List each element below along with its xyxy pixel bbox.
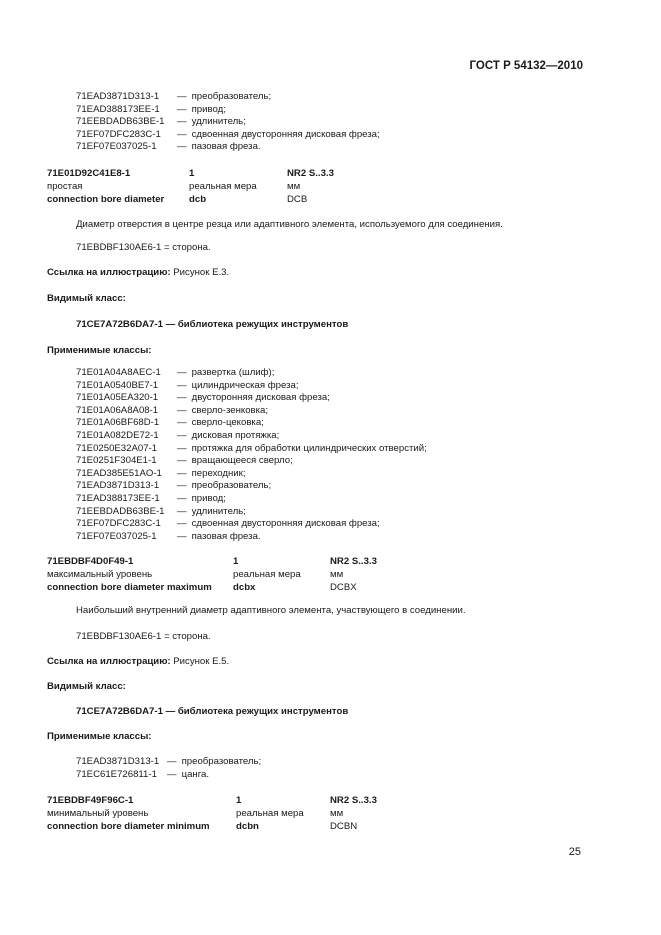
attribute-code: 71EBDBF49F96C-1 xyxy=(47,795,134,806)
attribute-description: Диаметр отверстия в центре резца или адаптивного элемента, используемого для соединения. xyxy=(76,219,503,230)
list-item: 71E01A06BF68D-1 — сверло-цековка; xyxy=(76,417,264,429)
page-number: 25 xyxy=(568,846,581,858)
list-item: 71E0250E32A07-1 — протяжка для обработки цилиндрических отверстий; xyxy=(76,442,427,454)
class-list-1 xyxy=(76,91,380,154)
attribute-measure: реальная мера xyxy=(236,808,304,819)
list-item: 71E01A04A8AEC-1 — развертка (шлиф); xyxy=(76,367,275,378)
illustration-ref: Ссылка на иллюстрацию: Рисунок Е.3. xyxy=(47,267,230,278)
attribute-short: dcb xyxy=(189,194,207,205)
attribute-measure: реальная мера xyxy=(233,569,301,580)
list-item-desc: преобразователь; xyxy=(191,91,272,102)
class-list-3 xyxy=(76,756,261,781)
list-item: 71E0251F304E1-1 — вращающееся сверло; xyxy=(76,455,293,467)
attribute-nr: NR2 S..3.3 xyxy=(330,556,377,567)
applicable-classes-label: Применимые классы: xyxy=(47,731,152,742)
list-item-code: 71EF07DFC283C-1 xyxy=(76,128,161,140)
list-item: 71EF07DFC283C-1 — сдвоенная двусторонняя дисковая фреза; xyxy=(76,518,380,530)
attribute-unit: мм xyxy=(287,181,301,192)
list-item-code: 71EAD388173EE-1 xyxy=(76,103,160,115)
attribute-unit: мм xyxy=(330,569,344,580)
attribute-nr: NR2 S..3.3 xyxy=(330,795,377,806)
attribute-relation: 71EBDBF130AE6-1 = сторона. xyxy=(76,631,211,642)
list-item: 71EF07DFC283C-1 — сдвоенная двусторонняя дисковая фреза; xyxy=(76,128,380,140)
attribute-short: dcbn xyxy=(236,821,259,832)
list-item: 71E01A082DE72-1 — дисковая протяжка; xyxy=(76,429,280,441)
attribute-ru-name: минимальный уровень xyxy=(47,808,149,819)
list-item: 71EF07E037025-1 — пазовая фреза. xyxy=(76,530,261,542)
attribute-en-name: connection bore diameter minimum xyxy=(47,821,210,832)
attribute-en-name: connection bore diameter xyxy=(47,194,165,205)
attribute-version: 1 xyxy=(233,556,239,567)
attribute-version: 1 xyxy=(189,168,195,179)
list-item: 71EAD3871D313-1 — преобразователь; xyxy=(76,756,262,767)
attribute-description: Наибольший внутренний диаметр адаптивного элемента, участвующего в соединении. xyxy=(76,605,466,616)
list-item: 71EEBDADB63BE-1 — удлинитель; xyxy=(76,505,246,517)
list-item-desc: сдвоенная двусторонняя дисковая фреза; xyxy=(191,128,380,140)
list-item: 71E01A05EA320-1 — двусторонняя дисковая фреза; xyxy=(76,392,330,404)
list-item: 71E01A0540BE7-1 — цилиндрическая фреза; xyxy=(76,379,299,391)
list-item: 71EAD385E51AO-1 — переходник; xyxy=(76,467,246,479)
attribute-code: 71E01D92C41E8-1 xyxy=(47,168,131,179)
list-item: 71EAD388173EE-1 — привод; xyxy=(76,103,226,115)
visible-class-label: Видимый класс: xyxy=(47,681,126,692)
visible-class-value: 71CE7A72B6DA7-1 — библиотека режущих инструментов xyxy=(76,319,349,330)
list-item-desc: привод; xyxy=(191,103,226,115)
list-item: 71EF07E037025-1 — пазовая фреза. xyxy=(76,141,261,153)
attribute-abbr: DCBN xyxy=(330,821,358,832)
visible-class-label: Видимый класс: xyxy=(47,293,126,304)
attribute-relation: 71EBDBF130AE6-1 = сторона. xyxy=(76,242,211,253)
attribute-unit: мм xyxy=(330,808,344,819)
attribute-ru-name: простая xyxy=(47,181,83,192)
attribute-measure: реальная мера xyxy=(189,181,257,192)
applicable-classes-label: Применимые классы: xyxy=(47,345,152,356)
visible-class-value: 71CE7A72B6DA7-1 — библиотека режущих инструментов xyxy=(76,706,349,717)
attribute-code: 71EBDBF4D0F49-1 xyxy=(47,556,134,567)
list-item: 71EAD3871D313-1 — преобразователь; xyxy=(76,480,272,492)
list-item: 71EEBDADB63BE-1 — удлинитель; xyxy=(76,116,246,128)
list-item-desc: удлинитель; xyxy=(191,116,246,128)
illustration-ref: Ссылка на иллюстрацию: Рисунок Е.5. xyxy=(47,656,230,667)
list-item-desc: пазовая фреза. xyxy=(191,141,261,153)
attribute-nr: NR2 S..3.3 xyxy=(287,168,334,179)
list-item-code: 71EF07E037025-1 xyxy=(76,141,157,153)
attribute-abbr: DCBX xyxy=(330,582,357,593)
attribute-abbr: DCB xyxy=(287,194,308,205)
list-item: 71EC61E726811-1 — цанга. xyxy=(76,768,210,780)
list-item-code: 71EEBDADB63BE-1 xyxy=(76,116,165,128)
list-item-code: 71EAD3871D313-1 xyxy=(76,91,160,102)
attribute-en-name: connection bore diameter maximum xyxy=(47,582,212,593)
class-list-2 xyxy=(76,367,427,543)
attribute-short: dcbx xyxy=(233,582,256,593)
list-item: 71EAD388173EE-1 — привод; xyxy=(76,492,226,504)
list-item: 71EAD3871D313-1 — преобразователь; xyxy=(76,91,272,102)
attribute-ru-name: максимальный уровень xyxy=(47,569,153,580)
list-item: 71E01A06A8A08-1 — сверло-зенковка; xyxy=(76,404,269,416)
standard-header: ГОСТ Р 54132—2010 xyxy=(469,60,583,72)
attribute-version: 1 xyxy=(236,795,242,806)
